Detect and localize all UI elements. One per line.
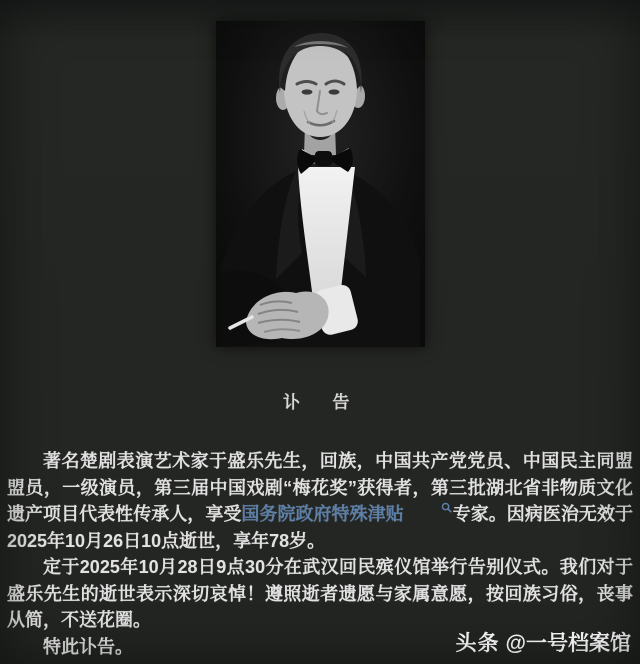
- notice-paragraph-2: [7, 554, 633, 634]
- watermark: [456, 627, 631, 657]
- paragraph-text: 著名楚剧表演艺术家于盛乐先生，回族，中国共产党党员、中国民主同盟盟员，一级演员，第三届中国戏剧“梅花奖”获得者，第三批湖北省非物质文化遗产项目代表性传承人，享受: [7, 451, 633, 524]
- notice-paragraph-1: [7, 448, 633, 554]
- search-icon[interactable]: [405, 502, 452, 513]
- portrait-photo: [216, 21, 425, 347]
- paragraph-text: 专家。因病医治无效于2025年10月26日10点逝世，享年78岁。: [7, 504, 633, 551]
- paragraph-text: 特此讣告。: [43, 636, 133, 657]
- paragraph-text: 定于2025年10月28日9点30分在武汉回民殡仪馆举行告别仪式。我们对于盛乐先生的逝世表示深切哀悼！遵照逝者遗愿与家属意愿，按回族习俗，丧事从简，不送花圈。: [7, 557, 633, 630]
- special-allowance-link[interactable]: 国务院政府特殊津贴: [241, 504, 404, 524]
- watermark-handle: @一号档案馆: [505, 632, 631, 655]
- watermark-brand: 头条: [455, 632, 500, 655]
- portrait-illustration: [216, 21, 425, 347]
- notice-title: 讣 告: [283, 393, 357, 412]
